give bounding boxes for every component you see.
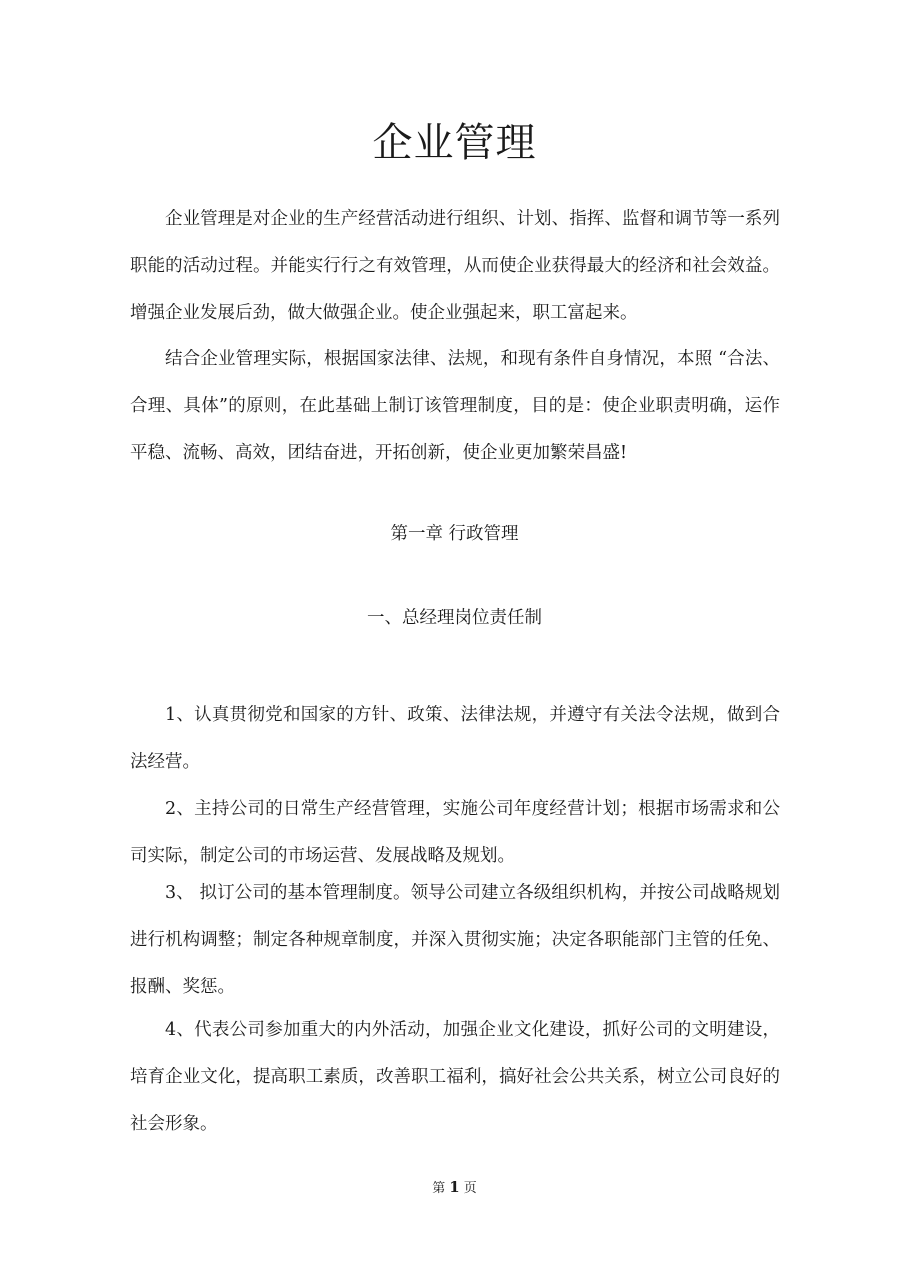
intro-paragraph-2: 结合企业管理实际，根据国家法律、法规，和现有条件自身情况，本照 “合法、合理、具体”的原则，在此基础上制订该管理制度，目的是：使企业职责明确，运作平稳、流畅、高效，团结奋进，开拓创新，使企业更加繁荣昌盛!: [130, 349, 780, 463]
page-label-prefix: 第: [432, 1181, 446, 1196]
document-title: 企业管理: [372, 120, 537, 166]
list-item-2: 2、主持公司的日常生产经营管理，实施公司年度经营计划；根据市场需求和公司实际，制定公司的市场运营、发展战略及规划。: [130, 799, 780, 866]
list-item-4: 4、代表公司参加重大的内外活动，加强企业文化建设，抓好公司的文明建设，培育企业文化，提高职工素质，改善职工福利，搞好社会公共关系，树立公司良好的社会形象。: [130, 1020, 780, 1134]
page-footer: [0, 1176, 909, 1200]
intro-paragraph-1: 企业管理是对企业的生产经营活动进行组织、计划、指挥、监督和调节等一系列职能的活动过程。并能实行行之有效管理，从而使企业获得最大的经济和社会效益。增强企业发展后劲，做大做强企业。使企业强起来，职工富起来。: [130, 209, 780, 323]
page-label-suffix: 页: [463, 1181, 477, 1196]
chapter-heading: 第一章 行政管理: [390, 524, 519, 544]
page-number: 1: [449, 1178, 460, 1196]
list-item-1: 1、认真贯彻党和国家的方针、政策、法律法规，并遵守有关法令法规，做到合法经营。: [130, 705, 780, 772]
list-item-3: 3、 拟订公司的基本管理制度。领导公司建立各级组织机构，并按公司战略规划进行机构调整；制定各种规章制度，并深入贯彻实施；决定各职能部门主管的任免、报酬、奖惩。: [130, 883, 780, 997]
section-heading: 一、总经理岗位责任制: [367, 608, 542, 628]
